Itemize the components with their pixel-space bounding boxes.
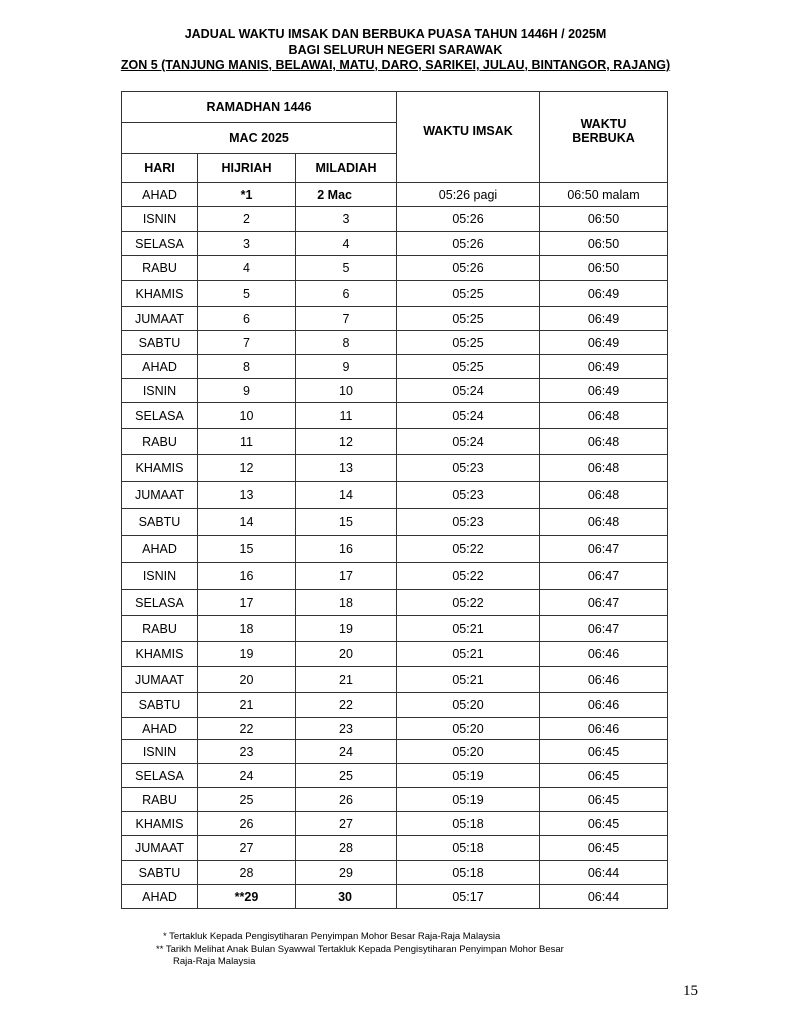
cell-miladiah: 6 [296,281,397,307]
cell-berbuka: 06:49 [540,281,668,307]
cell-imsak: 05:25 [397,307,540,331]
cell-berbuka: 06:47 [540,563,668,590]
cell-berbuka: 06:50 [540,207,668,232]
title-line-1: JADUAL WAKTU IMSAK DAN BERBUKA PUASA TAHUN 1446H / 2025M [184,27,607,41]
cell-hijriah: 6 [198,307,296,331]
cell-hijriah: 11 [198,429,296,455]
cell-berbuka: 06:47 [540,590,668,616]
cell-imsak: 05:26 [397,256,540,281]
cell-hijriah: 24 [198,764,296,788]
table-row [122,563,668,590]
cell-hijriah: 5 [198,281,296,307]
table-row [122,307,668,331]
cell-berbuka: 06:49 [540,379,668,403]
table-row [122,616,668,642]
cell-hijriah: 26 [198,812,296,836]
cell-berbuka: 06:44 [540,885,668,909]
cell-berbuka: 06:45 [540,740,668,764]
cell-imsak: 05:24 [397,403,540,429]
cell-hari: SABTU [122,693,198,718]
table-row [122,590,668,616]
cell-berbuka: 06:50 [540,256,668,281]
table-row [122,693,668,718]
cell-hijriah: 8 [198,355,296,379]
cell-imsak: 05:20 [397,718,540,740]
title-line-2: BAGI SELURUH NEGERI SARAWAK [288,42,503,57]
cell-berbuka: 06:48 [540,509,668,536]
table-row [122,355,668,379]
cell-imsak: 05:25 [397,355,540,379]
cell-hijriah: 22 [198,718,296,740]
cell-hari: ISNIN [122,379,198,403]
cell-hijriah: 2 [198,207,296,232]
cell-berbuka: 06:48 [540,455,668,482]
cell-berbuka: 06:50 [540,232,668,256]
cell-imsak: 05:21 [397,616,540,642]
cell-berbuka: 06:50 malam [540,183,668,207]
table-row [122,379,668,403]
cell-hijriah: 23 [198,740,296,764]
cell-hari: AHAD [122,885,198,909]
cell-hijriah: 20 [198,667,296,693]
table-row [122,642,668,667]
table-row [122,232,668,256]
header-miladiah: MILADIAH [296,154,397,183]
footnote-2: ** Tarikh Melihat Anak Bulan Syawwal Tertakluk Kepada Pengisytiharan Penyimpan Mohor Besar [156,943,564,955]
cell-imsak: 05:22 [397,590,540,616]
table-row [122,861,668,885]
table-row [122,482,668,509]
cell-berbuka: 06:45 [540,836,668,861]
cell-hijriah: 7 [198,331,296,355]
cell-imsak: 05:18 [397,836,540,861]
cell-berbuka: 06:45 [540,788,668,812]
cell-hijriah: 14 [198,509,296,536]
cell-imsak: 05:21 [397,667,540,693]
cell-miladiah: 7 [296,307,397,331]
cell-hari: JUMAAT [122,482,198,509]
table-row [122,740,668,764]
cell-miladiah: 26 [296,788,397,812]
table-row [122,256,668,281]
table-row [122,667,668,693]
page-number: 15 [683,983,698,999]
header-waktu-imsak: WAKTU IMSAK [397,92,540,183]
table-row [122,455,668,482]
cell-miladiah: 11 [296,403,397,429]
cell-miladiah: 15 [296,509,397,536]
cell-hijriah: 12 [198,455,296,482]
cell-hijriah: 9 [198,379,296,403]
table-row [122,207,668,232]
cell-hari: ISNIN [122,207,198,232]
cell-hijriah: 4 [198,256,296,281]
cell-miladiah: 9 [296,355,397,379]
cell-imsak: 05:26 [397,232,540,256]
cell-hijriah: 15 [198,536,296,563]
cell-imsak: 05:26 [397,207,540,232]
header-mac: MAC 2025 [122,123,397,154]
cell-hari: KHAMIS [122,812,198,836]
cell-hari: KHAMIS [122,281,198,307]
footnote-1: * Tertakluk Kepada Pengisytiharan Penyimpan Mohor Besar Raja-Raja Malaysia [163,931,501,942]
header-hijriah: HIJRIAH [198,154,296,183]
cell-miladiah: 8 [296,331,397,355]
cell-hari: ISNIN [122,563,198,590]
cell-berbuka: 06:48 [540,429,668,455]
cell-miladiah: 16 [296,536,397,563]
cell-imsak: 05:25 [397,281,540,307]
cell-imsak: 05:24 [397,429,540,455]
cell-berbuka: 06:45 [540,764,668,788]
cell-miladiah: 2 Mac [296,183,397,207]
cell-hari: RABU [122,256,198,281]
cell-miladiah: 5 [296,256,397,281]
cell-miladiah: 12 [296,429,397,455]
cell-hari: SABTU [122,331,198,355]
cell-hari: AHAD [122,355,198,379]
cell-miladiah: 3 [296,207,397,232]
cell-imsak: 05:24 [397,379,540,403]
cell-imsak: 05:19 [397,764,540,788]
cell-hari: SABTU [122,509,198,536]
cell-berbuka: 06:47 [540,536,668,563]
cell-imsak: 05:20 [397,740,540,764]
cell-berbuka: 06:48 [540,403,668,429]
cell-miladiah: 28 [296,836,397,861]
cell-hari: KHAMIS [122,642,198,667]
cell-hijriah: 21 [198,693,296,718]
document-title [0,27,791,74]
table-row [122,812,668,836]
cell-hijriah: 18 [198,616,296,642]
cell-hijriah: 28 [198,861,296,885]
title-line-3: ZON 5 (TANJUNG MANIS, BELAWAI, MATU, DARO, SARIKEI, JULAU, BINTANGOR, RAJANG) [120,58,671,72]
table-row [122,281,668,307]
cell-hari: AHAD [122,183,198,207]
table-body [122,183,668,909]
cell-miladiah: 4 [296,232,397,256]
cell-miladiah: 25 [296,764,397,788]
table-row [122,764,668,788]
cell-berbuka: 06:46 [540,642,668,667]
cell-hari: RABU [122,429,198,455]
cell-berbuka: 06:45 [540,812,668,836]
cell-miladiah: 10 [296,379,397,403]
cell-berbuka: 06:46 [540,718,668,740]
table-row [122,331,668,355]
cell-miladiah: 24 [296,740,397,764]
cell-imsak: 05:18 [397,812,540,836]
header-ramadhan: RAMADHAN 1446 [122,92,397,123]
cell-imsak: 05:22 [397,563,540,590]
cell-imsak: 05:23 [397,455,540,482]
cell-miladiah: 21 [296,667,397,693]
cell-hijriah: 10 [198,403,296,429]
cell-imsak: 05:19 [397,788,540,812]
cell-miladiah: 30 [296,885,397,909]
cell-miladiah: 18 [296,590,397,616]
cell-hari: AHAD [122,536,198,563]
cell-hijriah: 19 [198,642,296,667]
cell-miladiah: 23 [296,718,397,740]
cell-imsak: 05:23 [397,509,540,536]
cell-berbuka: 06:46 [540,693,668,718]
cell-berbuka: 06:49 [540,355,668,379]
cell-miladiah: 19 [296,616,397,642]
cell-hari: SELASA [122,232,198,256]
table-row [122,509,668,536]
cell-miladiah: 14 [296,482,397,509]
cell-hijriah: 16 [198,563,296,590]
cell-imsak: 05:25 [397,331,540,355]
table-row [122,718,668,740]
table-row [122,536,668,563]
cell-hari: RABU [122,616,198,642]
cell-hijriah: 13 [198,482,296,509]
table-row [122,788,668,812]
cell-miladiah: 13 [296,455,397,482]
cell-miladiah: 29 [296,861,397,885]
cell-imsak: 05:22 [397,536,540,563]
cell-imsak: 05:26 pagi [397,183,540,207]
cell-hari: SELASA [122,764,198,788]
cell-hari: ISNIN [122,740,198,764]
cell-hari: SABTU [122,861,198,885]
header-waktu-berbuka: WAKTU BERBUKA [540,92,668,183]
cell-miladiah: 22 [296,693,397,718]
cell-miladiah: 27 [296,812,397,836]
cell-hari: SELASA [122,403,198,429]
footnotes [156,931,564,969]
cell-hari: JUMAAT [122,307,198,331]
cell-hari: AHAD [122,718,198,740]
cell-berbuka: 06:49 [540,331,668,355]
schedule-table [121,91,668,909]
cell-miladiah: 20 [296,642,397,667]
cell-berbuka: 06:44 [540,861,668,885]
cell-imsak: 05:17 [397,885,540,909]
table-row [122,183,668,207]
cell-hari: RABU [122,788,198,812]
header-hari: HARI [122,154,198,183]
cell-hijriah: *1 [198,183,296,207]
cell-hari: SELASA [122,590,198,616]
cell-hijriah: 27 [198,836,296,861]
cell-miladiah: 17 [296,563,397,590]
cell-imsak: 05:23 [397,482,540,509]
cell-hari: KHAMIS [122,455,198,482]
table-row [122,836,668,861]
cell-hari: JUMAAT [122,667,198,693]
cell-hijriah: 17 [198,590,296,616]
cell-hijriah: 25 [198,788,296,812]
table-row [122,885,668,909]
cell-hijriah: 3 [198,232,296,256]
cell-berbuka: 06:49 [540,307,668,331]
footnote-2-cont: Raja-Raja Malaysia [173,956,256,967]
cell-berbuka: 06:46 [540,667,668,693]
cell-imsak: 05:20 [397,693,540,718]
cell-imsak: 05:21 [397,642,540,667]
table-row [122,429,668,455]
cell-berbuka: 06:47 [540,616,668,642]
cell-berbuka: 06:48 [540,482,668,509]
cell-hari: JUMAAT [122,836,198,861]
table-row [122,403,668,429]
cell-hijriah: **29 [198,885,296,909]
cell-imsak: 05:18 [397,861,540,885]
